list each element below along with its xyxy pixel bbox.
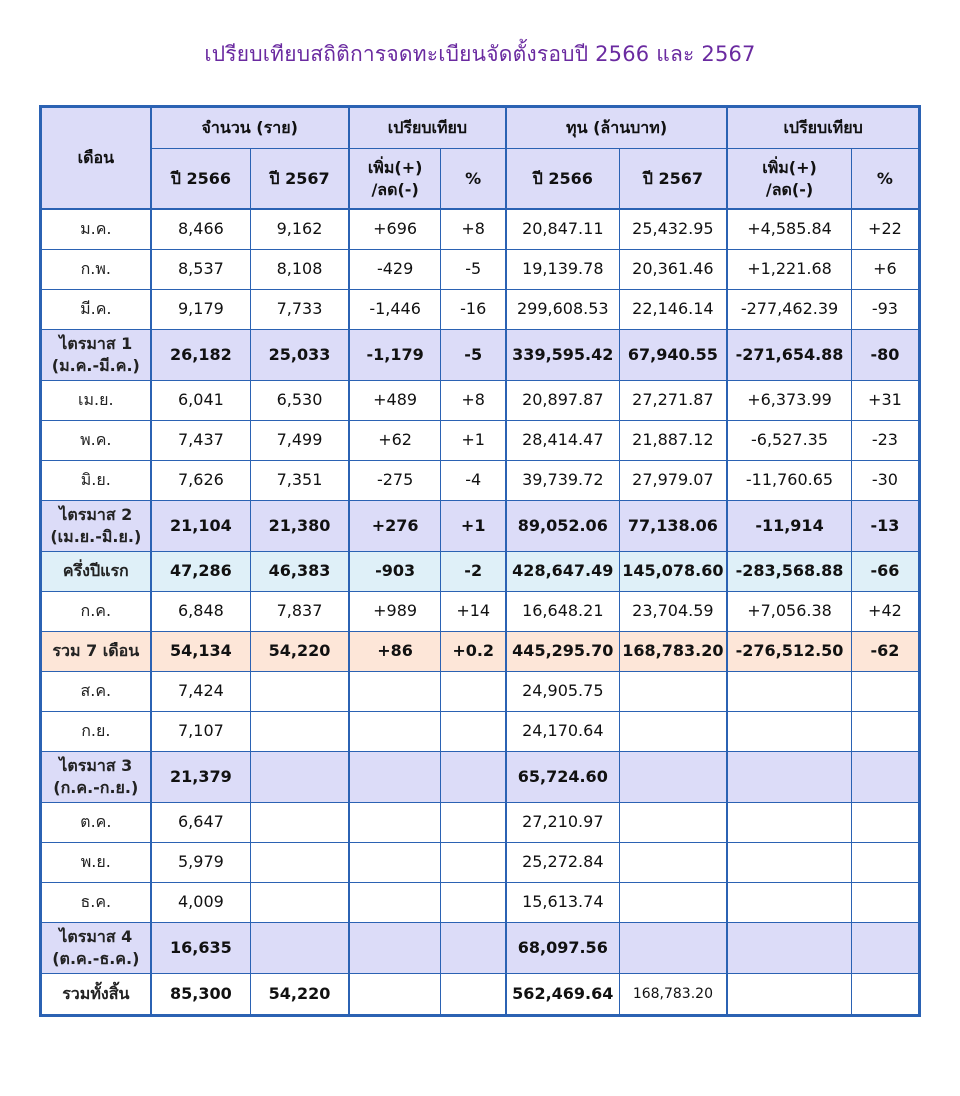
table-row (41, 329, 920, 380)
capital-incdec-cell: -276,512.50 (727, 631, 851, 671)
count-2567-cell (251, 922, 349, 973)
count-pct-cell: +8 (441, 209, 506, 249)
capital-2566-cell: 24,905.75 (506, 671, 619, 711)
count-incdec-cell: +276 (349, 500, 441, 551)
capital-incdec-cell: -11,914 (727, 500, 851, 551)
table-row (41, 420, 920, 460)
count-pct-cell (441, 671, 506, 711)
count-incdec-cell (349, 711, 441, 751)
count-2567-cell (251, 751, 349, 802)
month-cell: ครึ่งปีแรก (41, 551, 151, 591)
capital-incdec-cell (727, 882, 851, 922)
count-2567-header: ปี 2567 (251, 149, 349, 210)
month-cell: มิ.ย. (41, 460, 151, 500)
table-row (41, 460, 920, 500)
capital-2566-cell: 445,295.70 (506, 631, 619, 671)
capital-pct-cell: -30 (851, 460, 919, 500)
count-pct-cell (441, 922, 506, 973)
count-pct-header: % (441, 149, 506, 210)
table-row (41, 209, 920, 249)
count-pct-cell: -4 (441, 460, 506, 500)
capital-2566-cell: 15,613.74 (506, 882, 619, 922)
table-row (41, 751, 920, 802)
month-cell: พ.ย. (41, 842, 151, 882)
capital-pct-cell (851, 751, 919, 802)
count-pct-cell (441, 973, 506, 1015)
capital-pct-cell: +31 (851, 380, 919, 420)
count-incdec-cell: +489 (349, 380, 441, 420)
capital-incdec-cell: -271,654.88 (727, 329, 851, 380)
count-2566-cell: 4,009 (151, 882, 251, 922)
capital-pct-cell: -93 (851, 289, 919, 329)
table-row (41, 551, 920, 591)
capital-2567-cell: 77,138.06 (619, 500, 727, 551)
month-cell (41, 922, 151, 973)
count-2566-cell: 21,104 (151, 500, 251, 551)
capital-2567-cell (619, 711, 727, 751)
capital-2567-cell: 67,940.55 (619, 329, 727, 380)
count-incdec-cell: -903 (349, 551, 441, 591)
registration-comparison-table (39, 105, 921, 1017)
count-incdec-cell: -275 (349, 460, 441, 500)
count-2567-cell: 8,108 (251, 249, 349, 289)
count-2566-cell: 21,379 (151, 751, 251, 802)
count-incdec-cell: +86 (349, 631, 441, 671)
count-incdec-cell: +989 (349, 591, 441, 631)
count-2566-cell: 16,635 (151, 922, 251, 973)
count-2567-cell (251, 842, 349, 882)
count-2566-cell: 6,041 (151, 380, 251, 420)
capital-incdec-cell: -283,568.88 (727, 551, 851, 591)
capital-2566-cell: 39,739.72 (506, 460, 619, 500)
count-2567-cell (251, 802, 349, 842)
table-row (41, 591, 920, 631)
month-cell: เม.ย. (41, 380, 151, 420)
capital-pct-cell: +6 (851, 249, 919, 289)
count-2566-cell: 5,979 (151, 842, 251, 882)
page-title: เปรียบเทียบสถิติการจดทะเบียนจัดตั้งรอบปี 2566 และ 2567 (204, 42, 756, 66)
count-incdec-cell: -1,446 (349, 289, 441, 329)
count-pct-cell: -5 (441, 249, 506, 289)
capital-2566-cell: 339,595.42 (506, 329, 619, 380)
capital-2567-cell: 27,271.87 (619, 380, 727, 420)
capital-pct-header: % (851, 149, 919, 210)
capital-2567-cell: 22,146.14 (619, 289, 727, 329)
count-incdec-cell (349, 922, 441, 973)
capital-2567-cell (619, 751, 727, 802)
capital-2567-cell: 23,704.59 (619, 591, 727, 631)
count-pct-cell (441, 802, 506, 842)
capital-2566-cell: 28,414.47 (506, 420, 619, 460)
capital-2567-cell: 20,361.46 (619, 249, 727, 289)
quarter-range: (ก.ค.-ก.ย.) (53, 777, 139, 797)
count-incdec-cell (349, 973, 441, 1015)
count-2567-cell: 54,220 (251, 631, 349, 671)
capital-incdec-cell: -277,462.39 (727, 289, 851, 329)
count-2566-cell: 9,179 (151, 289, 251, 329)
count-2567-cell: 7,351 (251, 460, 349, 500)
count-pct-cell (441, 842, 506, 882)
table-row (41, 249, 920, 289)
capital-2566-cell: 27,210.97 (506, 802, 619, 842)
capital-pct-cell: +22 (851, 209, 919, 249)
count-incdec-line2: /ลด(-) (371, 179, 419, 199)
count-2566-cell: 85,300 (151, 973, 251, 1015)
month-cell: ธ.ค. (41, 882, 151, 922)
count-2567-cell (251, 882, 349, 922)
capital-2566-cell: 428,647.49 (506, 551, 619, 591)
header-row-2 (41, 149, 920, 210)
month-cell: รวม 7 เดือน (41, 631, 151, 671)
table-row (41, 380, 920, 420)
count-2566-cell: 54,134 (151, 631, 251, 671)
table-row (41, 711, 920, 751)
capital-2566-cell: 16,648.21 (506, 591, 619, 631)
capital-incdec-cell (727, 842, 851, 882)
capital-2567-cell: 25,432.95 (619, 209, 727, 249)
capital-2567-cell (619, 802, 727, 842)
header-row-1 (41, 107, 920, 149)
count-2567-cell (251, 671, 349, 711)
count-2566-cell: 7,424 (151, 671, 251, 711)
count-2566-cell: 47,286 (151, 551, 251, 591)
capital-2567-cell: 27,979.07 (619, 460, 727, 500)
capital-incdec-cell: +1,221.68 (727, 249, 851, 289)
count-pct-cell (441, 751, 506, 802)
count-pct-cell: -5 (441, 329, 506, 380)
count-pct-cell: +1 (441, 500, 506, 551)
capital-2567-cell (619, 842, 727, 882)
count-2567-cell: 54,220 (251, 973, 349, 1015)
month-cell: ก.ค. (41, 591, 151, 631)
table-row (41, 842, 920, 882)
count-incdec-cell: +696 (349, 209, 441, 249)
capital-2567-cell: 145,078.60 (619, 551, 727, 591)
capital-2566-header: ปี 2566 (506, 149, 619, 210)
count-incdec-cell (349, 671, 441, 711)
capital-pct-cell (851, 842, 919, 882)
count-incdec-cell (349, 802, 441, 842)
quarter-range: (ต.ค.-ธ.ค.) (52, 948, 140, 968)
capital-incdec-cell (727, 751, 851, 802)
quarter-label: ไตรมาส 1 (59, 333, 133, 353)
capital-2567-cell: 168,783.20 (619, 973, 727, 1015)
capital-pct-cell (851, 922, 919, 973)
month-cell: ส.ค. (41, 671, 151, 711)
capital-2566-cell: 89,052.06 (506, 500, 619, 551)
capital-group-header: ทุน (ล้านบาท) (506, 107, 727, 149)
capital-incdec-line2: /ลด(-) (765, 179, 814, 199)
capital-incdec-cell (727, 802, 851, 842)
table-row (41, 802, 920, 842)
month-cell: พ.ค. (41, 420, 151, 460)
table-row (41, 922, 920, 973)
capital-2567-cell (619, 882, 727, 922)
count-pct-cell: -2 (441, 551, 506, 591)
count-compare-header: เปรียบเทียบ (349, 107, 506, 149)
table-row (41, 289, 920, 329)
month-cell: ก.พ. (41, 249, 151, 289)
quarter-range: (ม.ค.-มี.ค.) (51, 355, 140, 375)
month-cell (41, 329, 151, 380)
count-2566-cell: 26,182 (151, 329, 251, 380)
count-2566-cell: 7,626 (151, 460, 251, 500)
count-incdec-cell (349, 882, 441, 922)
count-2566-cell: 7,437 (151, 420, 251, 460)
count-pct-cell: +0.2 (441, 631, 506, 671)
count-2567-cell: 7,837 (251, 591, 349, 631)
capital-2567-cell (619, 671, 727, 711)
month-cell: ม.ค. (41, 209, 151, 249)
capital-pct-cell (851, 671, 919, 711)
capital-incdec-cell: -11,760.65 (727, 460, 851, 500)
capital-2567-cell: 21,887.12 (619, 420, 727, 460)
capital-incdec-cell: -6,527.35 (727, 420, 851, 460)
count-incdec-cell: -1,179 (349, 329, 441, 380)
count-incdec-cell (349, 751, 441, 802)
capital-pct-cell: -80 (851, 329, 919, 380)
count-2567-cell: 21,380 (251, 500, 349, 551)
count-pct-cell: +8 (441, 380, 506, 420)
count-2567-cell (251, 711, 349, 751)
count-2567-cell: 6,530 (251, 380, 349, 420)
capital-2566-cell: 20,897.87 (506, 380, 619, 420)
capital-compare-header: เปรียบเทียบ (727, 107, 919, 149)
month-cell: รวมทั้งสิ้น (41, 973, 151, 1015)
count-pct-cell (441, 882, 506, 922)
count-2567-cell: 46,383 (251, 551, 349, 591)
capital-2566-cell: 20,847.11 (506, 209, 619, 249)
capital-2566-cell: 562,469.64 (506, 973, 619, 1015)
capital-incdec-header (727, 149, 851, 210)
capital-pct-cell: -62 (851, 631, 919, 671)
capital-incdec-line1: เพิ่ม(+) (762, 157, 817, 177)
count-2566-cell: 8,537 (151, 249, 251, 289)
capital-2567-cell (619, 922, 727, 973)
capital-incdec-cell (727, 922, 851, 973)
table-row (41, 671, 920, 711)
month-cell: ต.ค. (41, 802, 151, 842)
count-incdec-cell: +62 (349, 420, 441, 460)
capital-pct-cell: -66 (851, 551, 919, 591)
count-2567-cell: 9,162 (251, 209, 349, 249)
capital-pct-cell: -13 (851, 500, 919, 551)
table-row (41, 500, 920, 551)
capital-pct-cell (851, 711, 919, 751)
capital-2566-cell: 24,170.64 (506, 711, 619, 751)
table-row (41, 973, 920, 1015)
capital-incdec-cell (727, 973, 851, 1015)
count-2566-cell: 7,107 (151, 711, 251, 751)
capital-2566-cell: 299,608.53 (506, 289, 619, 329)
capital-pct-cell (851, 802, 919, 842)
count-pct-cell: +1 (441, 420, 506, 460)
count-2567-cell: 7,499 (251, 420, 349, 460)
capital-2566-cell: 19,139.78 (506, 249, 619, 289)
capital-pct-cell: -23 (851, 420, 919, 460)
count-2567-cell: 7,733 (251, 289, 349, 329)
count-incdec-line1: เพิ่ม(+) (367, 157, 423, 177)
capital-2566-cell: 25,272.84 (506, 842, 619, 882)
capital-2567-header: ปี 2567 (619, 149, 727, 210)
table-row (41, 882, 920, 922)
capital-incdec-cell (727, 711, 851, 751)
month-cell: มี.ค. (41, 289, 151, 329)
count-2566-cell: 8,466 (151, 209, 251, 249)
capital-pct-cell (851, 882, 919, 922)
count-pct-cell (441, 711, 506, 751)
month-cell (41, 500, 151, 551)
count-2566-cell: 6,848 (151, 591, 251, 631)
quarter-label: ไตรมาส 4 (59, 926, 133, 946)
month-cell (41, 751, 151, 802)
table-body (41, 209, 920, 1015)
quarter-label: ไตรมาส 2 (59, 504, 133, 524)
count-pct-cell: -16 (441, 289, 506, 329)
capital-pct-cell (851, 973, 919, 1015)
count-pct-cell: +14 (441, 591, 506, 631)
table-row (41, 631, 920, 671)
capital-incdec-cell: +7,056.38 (727, 591, 851, 631)
count-2566-header: ปี 2566 (151, 149, 251, 210)
month-header: เดือน (41, 107, 151, 210)
capital-incdec-cell: +6,373.99 (727, 380, 851, 420)
count-2567-cell: 25,033 (251, 329, 349, 380)
capital-incdec-cell (727, 671, 851, 711)
capital-pct-cell: +42 (851, 591, 919, 631)
capital-2566-cell: 68,097.56 (506, 922, 619, 973)
capital-incdec-cell: +4,585.84 (727, 209, 851, 249)
count-2566-cell: 6,647 (151, 802, 251, 842)
quarter-label: ไตรมาส 3 (59, 755, 133, 775)
month-cell: ก.ย. (41, 711, 151, 751)
count-group-header: จำนวน (ราย) (151, 107, 349, 149)
count-incdec-header (349, 149, 441, 210)
quarter-range: (เม.ย.-มิ.ย.) (50, 526, 142, 546)
count-incdec-cell (349, 842, 441, 882)
capital-2566-cell: 65,724.60 (506, 751, 619, 802)
capital-2567-cell: 168,783.20 (619, 631, 727, 671)
count-incdec-cell: -429 (349, 249, 441, 289)
